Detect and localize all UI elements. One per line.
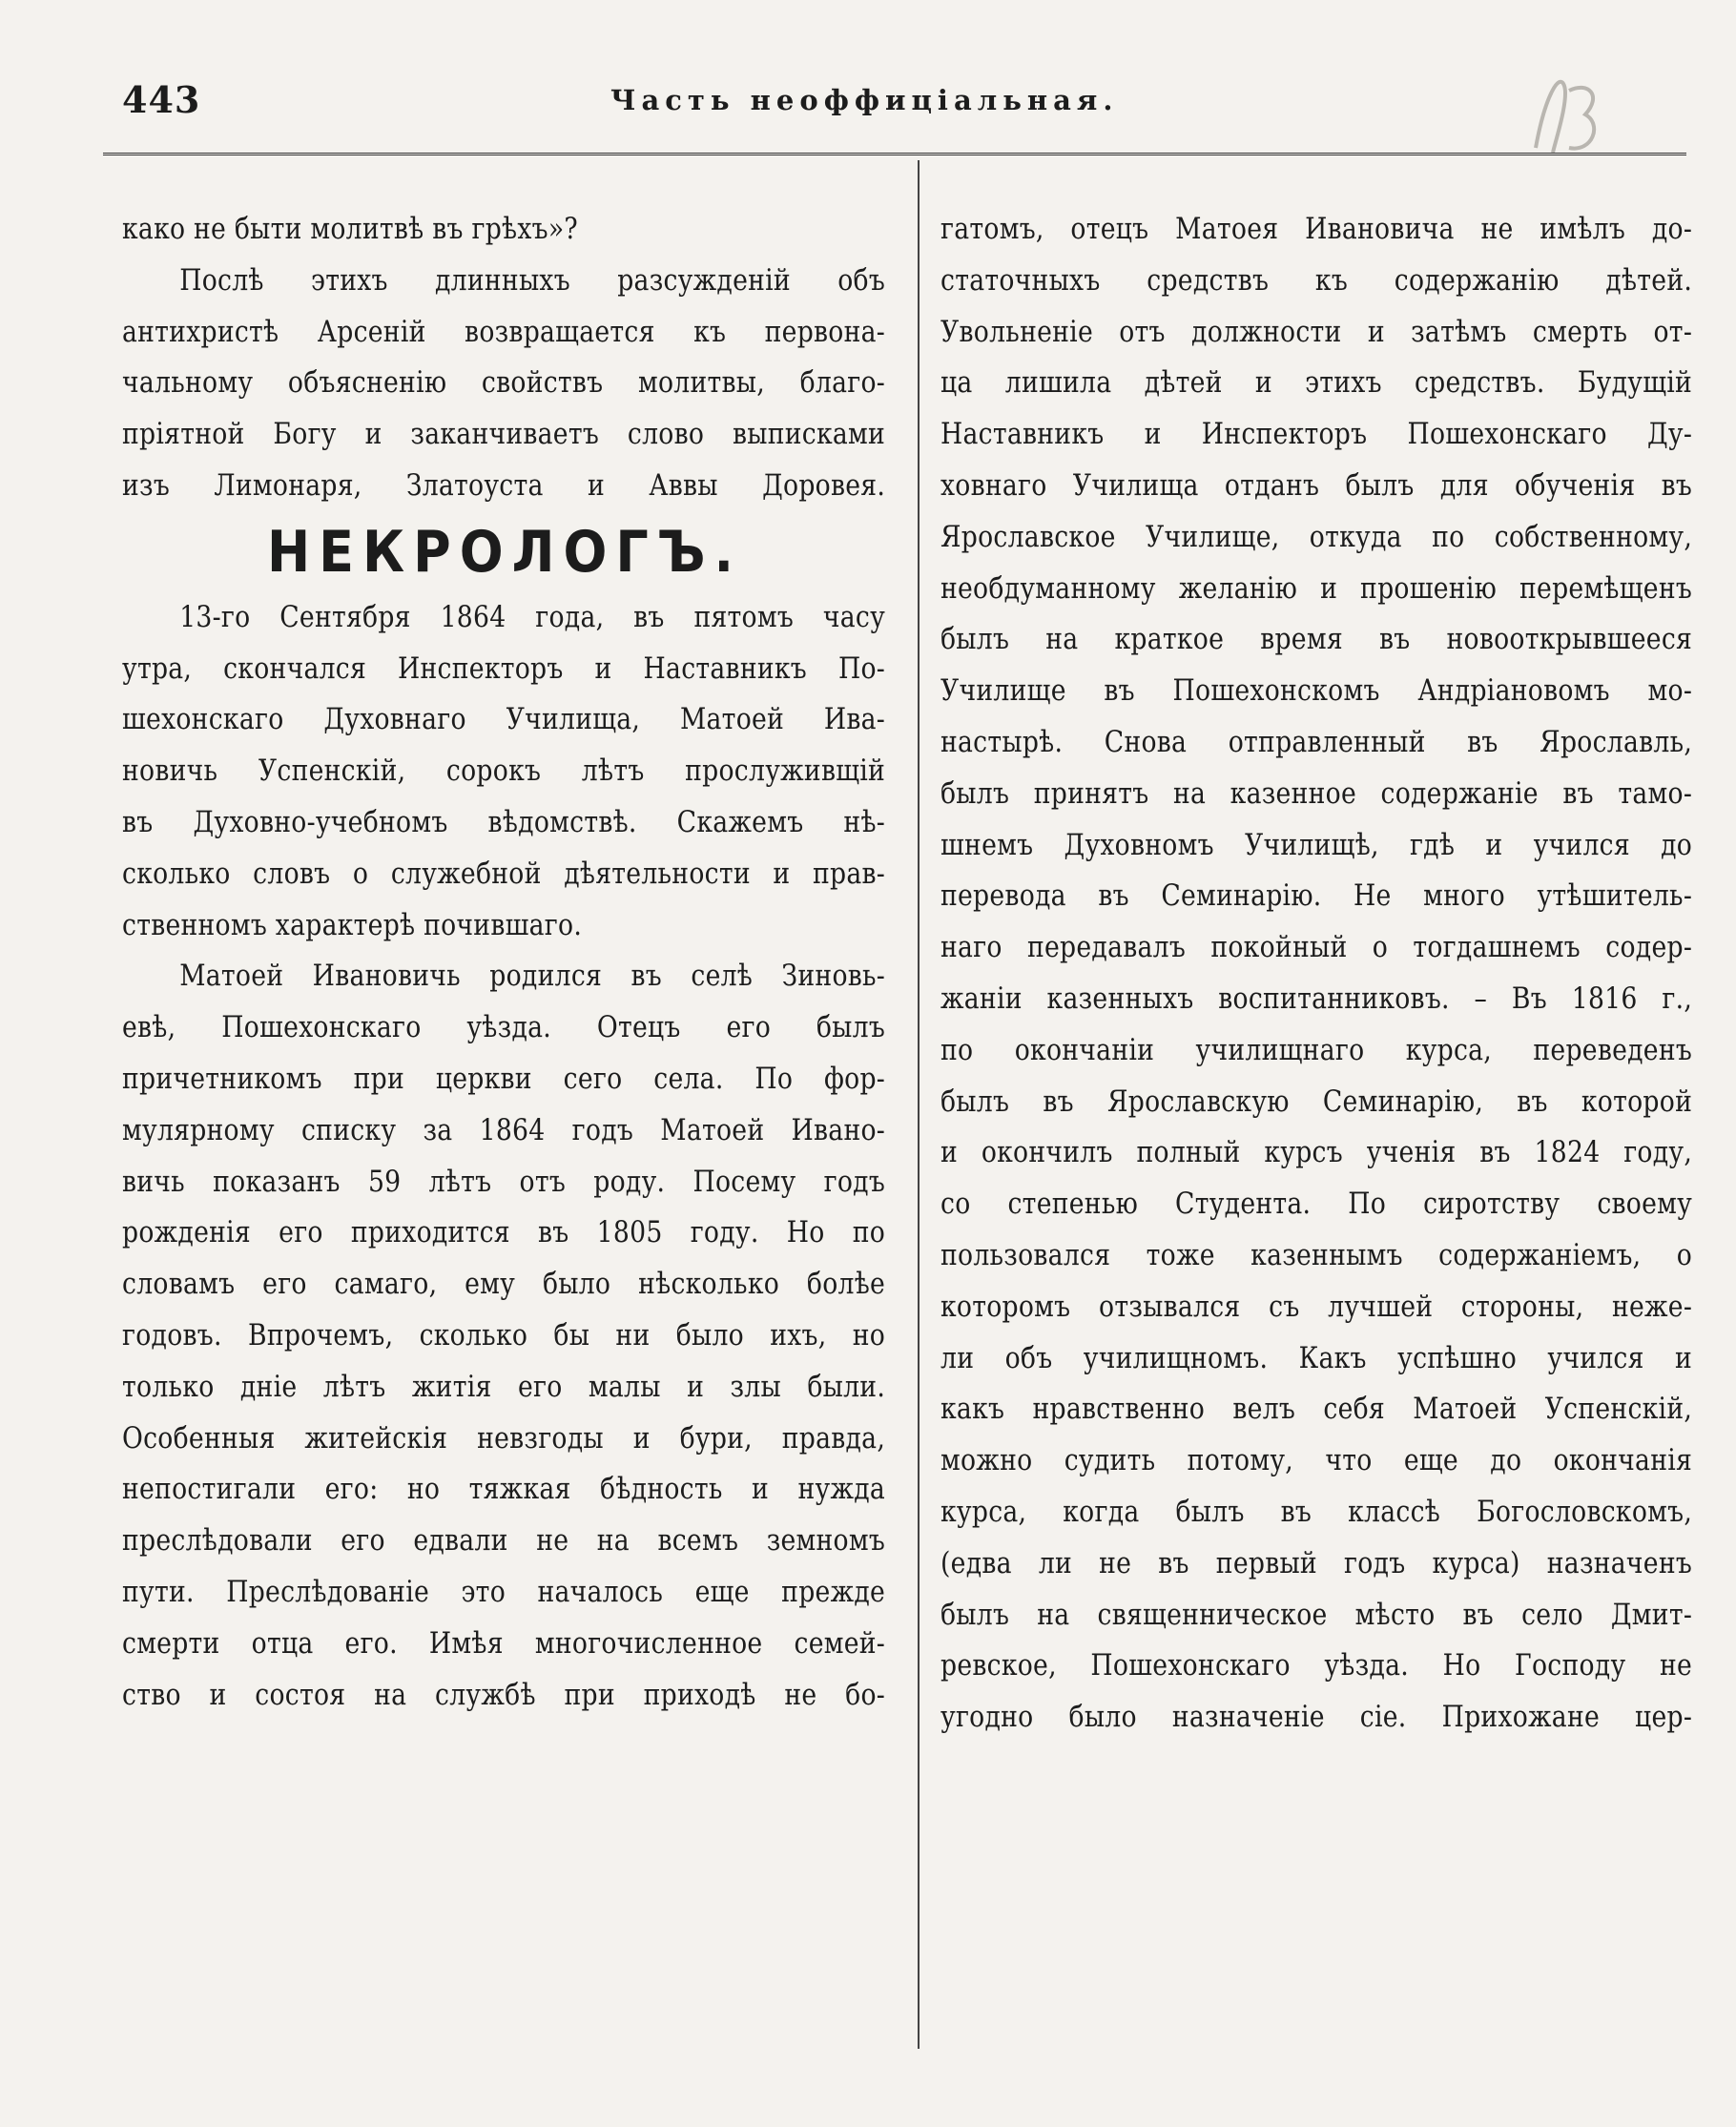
text-line: Наставникъ и Инспекторъ Пошехонскаго Ду- [940,417,1693,452]
text-line: 13-го Сентября 1864 года, въ пятомъ часу [179,599,886,634]
text-line: пути. Преслѣдованіе это началось еще прежде [122,1574,886,1609]
text-line: перевода въ Семинарію. Не много утѣшитель- [940,878,1693,914]
running-head: Часть неоффиціальная. [610,84,1119,116]
left-column [122,204,887,1721]
text-line: ли объ училищномъ. Какъ успѣшно учился и [940,1340,1693,1375]
text-line: былъ въ Ярославскую Семинарію, въ которой [940,1084,1693,1119]
text-line: по окончаніи училищнаго курса, переведенъ [940,1032,1693,1067]
text-line: жаніи казенныхъ воспитанниковъ. – Въ 1816 г., [940,981,1693,1016]
text-line: гатомъ, отецъ Матоея Ивановича не имѣлъ до- [940,212,1693,246]
text-line: можно судить потому, что еще до окончанія [940,1443,1693,1478]
text-line: (едва ли не въ первый годъ курса) назначенъ [940,1545,1693,1580]
text-line: необдуманному желанію и прошенію перемѣщенъ [940,570,1693,606]
text-line: былъ на священническое мѣсто въ село Дмит- [940,1597,1693,1632]
text-line: ство и состоя на службѣ при приходѣ не бо- [122,1677,886,1712]
text-line: непостигали его: но тяжкая бѣдность и нужда [122,1472,886,1507]
text-line: новичь Успенскій, сорокъ лѣтъ прослуживщій [122,754,886,789]
text-line: пріятной Богу и заканчиваетъ слово выписками [122,417,886,452]
text-line: утра, скончался Инспекторъ и Наставникъ По- [122,650,886,686]
text-line: Особенныя житейскія невзгоды и бури, правда, [122,1420,886,1456]
text-line: былъ принятъ на казенное содержаніе въ тамо- [940,775,1693,811]
text-line: только дніе лѣтъ житія его малы и злы были. [122,1369,886,1404]
text-line: Училище въ Пошехонскомъ Андріановомъ мо- [940,673,1693,709]
text-line: Послѣ этихъ длинныхъ разсужденій объ [179,262,886,298]
text-line: наго передавалъ покойный о тогдашнемъ содер- [940,930,1693,965]
text-line: ственномъ характерѣ почившаго. [122,907,583,942]
right-column [940,204,1694,1744]
text-line: мулярному списку за 1864 годъ Матоей Ивано- [122,1112,886,1147]
text-line: како не быти молитвѣ въ грѣхъ»? [122,212,578,246]
text-line: смерти отца его. Имѣя многочисленное семей- [122,1625,886,1661]
text-line: евѣ, Пошехонскаго уѣзда. Отецъ его былъ [122,1010,886,1045]
text-line: ца лишила дѣтей и этихъ средствъ. Будущій [940,365,1693,401]
column-divider [918,160,920,2049]
text-line: со степенью Студента. По сиротству своему [940,1187,1693,1222]
text-line: вичь показанъ 59 лѣтъ отъ роду. Посему годъ [122,1164,886,1199]
text-line: въ Духовно-учебномъ вѣдомствѣ. Скажемъ нѣ- [122,804,886,839]
text-line: Матоей Ивановичь родился въ селѣ Зиновь- [179,959,886,994]
text-line: ховнаго Училища отданъ былъ для обученія въ [940,467,1693,503]
text-line: Ярославское Училище, откуда по собственному, [940,519,1693,554]
text-line: изъ Лимонаря, Златоуста и Аввы Доровея. [122,467,886,503]
text-line: шнемъ Духовномъ Училищѣ, гдѣ и учился до [940,827,1693,862]
text-line: чальному объясненію свойствъ молитвы, благо- [122,365,886,401]
handwritten-margin-mark [1526,57,1612,162]
text-line: какъ нравственно велъ себя Матоей Успенскій, [940,1392,1693,1427]
text-line: причетникомъ при церкви сего села. По фор- [122,1061,886,1096]
text-line: преслѣдовали его едвали не на всемъ земномъ [122,1523,886,1559]
text-line: настырѣ. Снова отправленный въ Ярославль, [940,724,1693,759]
text-line: шехонскаго Духовнаго Училища, Матоей Ива- [122,702,886,737]
section-heading: НЕКРОЛОГЪ. [266,518,743,586]
text-line: сколько словъ о служебной дѣятельности и прав- [122,856,886,891]
text-line: и окончилъ полный курсъ ученія въ 1824 году, [940,1135,1693,1170]
text-line: статочныхъ средствъ къ содержанію дѣтей. [940,262,1693,298]
text-line: пользовался тоже казеннымъ содержаніемъ, о [940,1237,1693,1272]
text-line: словамъ его самаго, ему было нѣсколько болѣе [122,1267,886,1302]
text-line: былъ на краткое время въ новооткрывшееся [940,622,1693,657]
text-line: ревское, Пошехонскаго уѣзда. Но Господу не [940,1648,1693,1683]
text-line: антихристѣ Арсеній возвращается къ первона- [122,314,886,349]
text-line: годовъ. Впрочемъ, сколько бы ни было ихъ, но [122,1317,886,1353]
text-line: рожденія его приходится въ 1805 году. Но по [122,1215,886,1250]
text-line: которомъ отзывался съ лучшей стороны, нeже- [940,1289,1693,1324]
page-number: 443 [122,78,201,121]
text-line: угодно было назначеніе сіе. Прихожане цер- [940,1700,1693,1735]
header-rule [103,153,1686,155]
text-line: Увольненіе отъ должности и затѣмъ смерть от- [940,314,1693,349]
text-line: курса, когда былъ въ классѣ Богословскомъ, [940,1494,1693,1529]
